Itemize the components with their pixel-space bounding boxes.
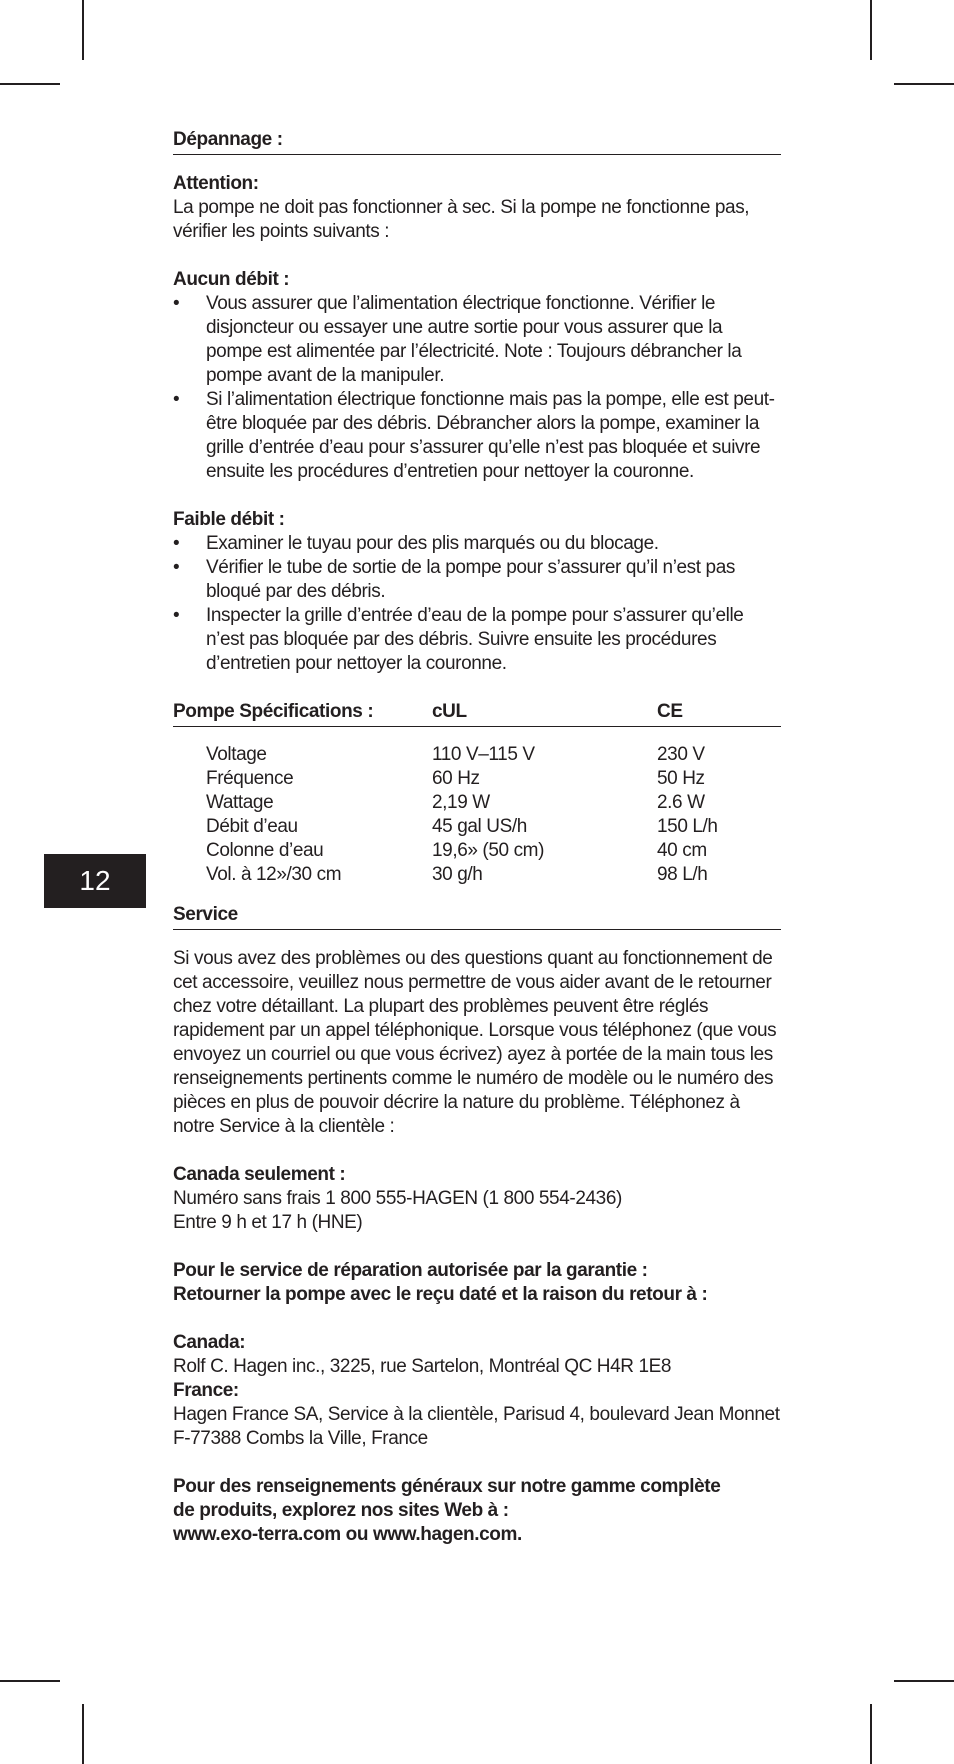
page-number: 12 [79,865,111,896]
page-number-tab [44,854,146,908]
spec-cul-value: 30 g/h [432,864,483,885]
table-row [173,743,781,767]
list-item: • Vérifier le tube de sortie de la pompe pour s’assurer qu’il n’est pas bloqué par des débris. [173,556,781,604]
spec-ce-value: 150 L/h [657,816,718,837]
france-address: Hagen France SA, Service à la clientèle, Parisud 4, boulevard Jean Monnet F-77388 Combs la Ville, France [173,1404,780,1449]
low-flow-list [173,532,781,676]
websites-link: www.exo-terra.com ou www.hagen.com. [173,1524,522,1545]
spec-cul-value: 110 V–115 V [432,744,535,765]
crop-mark-bottom-left-h [0,1680,60,1682]
spec-label: Fréquence [206,768,294,789]
hours-line: Entre 9 h et 17 h (HNE) [173,1212,363,1233]
crop-mark-top-left-h [0,83,60,85]
france-label: France: [173,1380,239,1401]
crop-mark-bottom-right-v [870,1704,872,1764]
crop-mark-bottom-left-v [82,1704,84,1764]
service-heading: Service [173,903,781,930]
list-item: • Inspecter la grille d’entrée d’eau de la pompe pour s’assurer qu’elle n’est pas bloquée par des débris. Suivre ensuite les procédures d’entretien pour nettoyer la couronne. [173,604,781,676]
crop-mark-top-left-v [82,0,84,60]
info-line-2: de produits, explorez nos sites Web à : [173,1500,509,1521]
spec-label: Vol. à 12»/30 cm [206,864,342,885]
document-body [173,128,781,1547]
crop-mark-top-right-h [894,83,954,85]
low-flow-label: Faible débit : [173,509,285,530]
spec-cul-value: 19,6» (50 cm) [432,840,545,861]
spec-label: Wattage [206,792,274,813]
spec-label: Voltage [206,744,267,765]
warranty-line-2: Retourner la pompe avec le reçu daté et la raison du retour à : [173,1284,708,1305]
spec-cul-value: 45 gal US/h [432,816,527,837]
specs-table [173,743,781,887]
spec-label: Débit d’eau [206,816,298,837]
spec-ce-value: 230 V [657,744,705,765]
attention-label: Attention: [173,173,259,194]
phone-line: Numéro sans frais 1 800 555-HAGEN (1 800 554-2436) [173,1188,622,1209]
list-item: • Si l’alimentation électrique fonctionne mais pas la pompe, elle est peut-être bloquée par des débris. Débrancher alors la pompe, examiner la grille d’entrée d’eau pour s’assurer qu’elle n’est pas bloquée et suivre ensuite les procédures d’entretien pour nettoyer la couronne. [173,388,781,484]
warranty-line-1: Pour le service de réparation autorisée par la garantie : [173,1260,648,1281]
table-row [173,767,781,791]
spec-label: Colonne d’eau [206,840,324,861]
no-flow-label: Aucun débit : [173,269,290,290]
specs-header [173,700,781,727]
spec-cul-value: 60 Hz [432,768,480,789]
table-row [173,815,781,839]
spec-ce-value: 98 L/h [657,864,708,885]
canada-label: Canada: [173,1332,246,1353]
crop-mark-bottom-right-h [894,1680,954,1682]
no-flow-list [173,292,781,484]
service-text: Si vous avez des problèmes ou des questions quant au fonctionnement de cet accessoire, veuillez nous permettre de vous aider avant de le retourner chez votre détaillant. La plupart des problèmes peuvent être réglés rapidement par un appel téléphonique. Lorsque vous téléphonez (que vous envoyez un courriel ou que vous écrivez) ayez à portée de la main tous les renseignements pertinents comme le numéro de modèle ou le numéro des pièces en plus de pouvoir décrire la nature du problème. Téléphonez à notre Service à la clientèle : [173,948,777,1137]
table-row [173,863,781,887]
specs-col-cul: cUL [432,701,467,722]
list-item: • Vous assurer que l’alimentation électrique fonctionne. Vérifier le disjoncteur ou essayer une autre sortie pour vous assurer que la pompe est alimentée par l’électricité. Note : Toujours débrancher la pompe avant de la manipuler. [173,292,781,388]
canada-only-label: Canada seulement : [173,1164,346,1185]
canada-address: Rolf C. Hagen inc., 3225, rue Sartelon, Montréal QC H4R 1E8 [173,1356,672,1377]
spec-cul-value: 2,19 W [432,792,490,813]
attention-text: La pompe ne doit pas fonctionner à sec. Si la pompe ne fonctionne pas, vérifier les points suivants : [173,197,750,242]
spec-ce-value: 2.6 W [657,792,705,813]
table-row [173,839,781,863]
spec-ce-value: 40 cm [657,840,707,861]
info-line-1: Pour des renseignements généraux sur notre gamme complète [173,1476,721,1497]
crop-mark-top-right-v [870,0,872,60]
specs-heading: Pompe Spécifications : [173,701,374,722]
table-row [173,791,781,815]
troubleshooting-heading: Dépannage : [173,128,781,155]
spec-ce-value: 50 Hz [657,768,705,789]
list-item: • Examiner le tuyau pour des plis marqués ou du blocage. [173,532,781,556]
specs-col-ce: CE [657,701,683,722]
